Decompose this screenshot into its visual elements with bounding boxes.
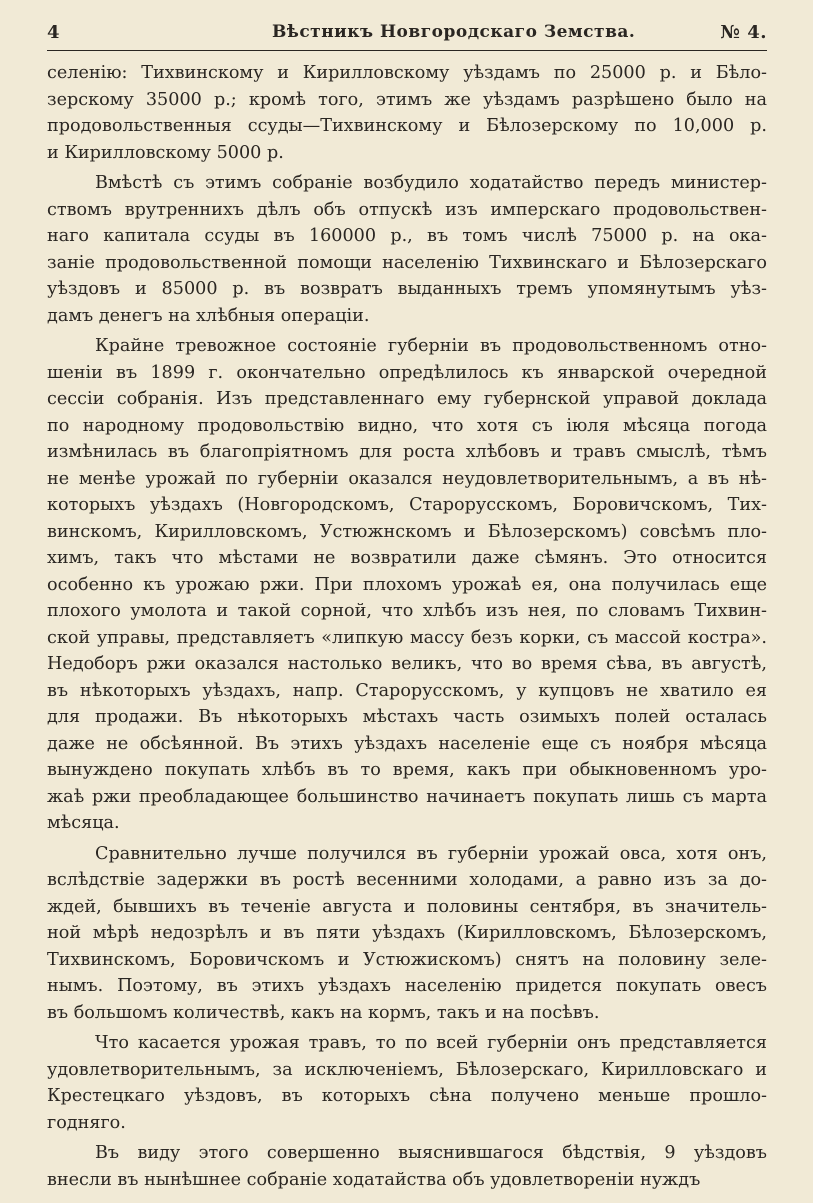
text-line: особенно къ урожаю ржи. При плохомъ урожаѣ ея, она получилась еще (47, 574, 767, 595)
text-line: не менѣе урожай по губерніи оказался неудовлетворительнымъ, а въ нѣ- (47, 468, 767, 489)
issue-number: № 4. (720, 22, 767, 43)
page-header (47, 20, 767, 51)
text-line: плохого умолота и такой сорной, что хлѣбъ изъ нея, по словамъ Тихвин- (47, 601, 767, 621)
text-line: сессіи собранія. Изъ представленнаго ему губернской управой доклада (47, 389, 767, 409)
text-line: даже не обсѣянной. Въ этихъ уѣздахъ населеніе еще съ ноября мѣсяца (47, 733, 767, 754)
text-line: ствомъ врутреннихъ дѣлъ объ отпускѣ изъ имперскаго продовольствен- (47, 199, 767, 220)
text-line: селенію: Тихвинскому и Кирилловскому уѣздамъ по 25000 р. и Бѣло- (47, 63, 767, 83)
text-line: въ большомъ количествѣ, какъ на кормъ, такъ и на посѣвъ. (47, 1002, 600, 1023)
text-line: жаѣ ржи преобладающее большинство начинаетъ покупать лишь съ марта (47, 786, 767, 807)
text-line: Крестецкаго уѣздовъ, въ которыхъ сѣна получено меньше прошло- (47, 1086, 767, 1106)
text-line: Крайне тревожное состояніе губерніи въ продовольственномъ отно- (95, 336, 767, 356)
body-text (47, 60, 767, 1193)
text-line: Что касается урожая травъ, то по всей губерніи онъ представляется (95, 1033, 767, 1053)
text-line: нымъ. Поэтому, въ этихъ уѣздахъ населенію придется покупать овесъ (47, 976, 767, 996)
page-number: 4 (47, 22, 61, 43)
text-line: вынуждено покупать хлѣбъ въ то время, какъ при обыкновенномъ уро- (47, 760, 767, 780)
paragraph (47, 333, 767, 837)
text-line: въ нѣкоторыхъ уѣздахъ, напр. Старорусскомъ, у купцовъ не хватило ея (47, 680, 767, 701)
text-line: Сравнительно лучше получился въ губерніи урожай овса, хотя онъ, (95, 843, 767, 864)
text-line: продовольственныя ссуды—Тихвинскому и Бѣлозерскому по 10,000 р. (47, 116, 767, 136)
text-line: внесли въ нынѣшнее собраніе ходатайства объ удовлетвореніи нуждъ (47, 1169, 701, 1190)
paragraph (47, 60, 767, 166)
text-line: зерскому 35000 р.; кромѣ того, этимъ же уѣздамъ разрѣшено было на (47, 89, 767, 110)
text-line: по народному продовольствію видно, что хотя съ іюля мѣсяца погода (47, 415, 767, 436)
text-line: Тихвинскомъ, Боровичскомъ и Устюжискомъ) снятъ на половину зеле- (47, 949, 767, 970)
text-line: дамъ денегъ на хлѣбныя операціи. (47, 305, 370, 326)
running-title: Вѣстникъ Новгородскаго Земства. (272, 22, 636, 42)
text-line: ской управы, представляетъ «липкую массу безъ корки, съ массой костра». (47, 627, 767, 648)
text-line: наго капитала ссуды въ 160000 р., въ томъ числѣ 75000 р. на ока- (47, 226, 767, 246)
text-line: Недоборъ ржи оказался настолько великъ, что во время сѣва, въ августѣ, (47, 654, 767, 674)
text-line: Въ виду этого совершенно выяснившагося бѣдствія, 9 уѣздовъ (95, 1143, 767, 1163)
text-line: которыхъ уѣздахъ (Новгородскомъ, Старорусскомъ, Боровичскомъ, Тих- (47, 495, 767, 515)
text-line: измѣнилась въ благопріятномъ для роста хлѣбовъ и травъ смыслѣ, тѣмъ (47, 442, 767, 462)
text-line: заніе продовольственной помощи населенію Тихвинскаго и Бѣлозерскаго (47, 252, 767, 273)
text-line: ждей, бывшихъ въ теченіе августа и половины сентября, въ значитель- (47, 896, 767, 917)
paragraph (47, 1140, 767, 1193)
text-line: мѣсяца. (47, 813, 120, 833)
text-line: ной мѣрѣ недозрѣлъ и въ пяти уѣздахъ (Кирилловскомъ, Бѣлозерскомъ, (47, 923, 767, 943)
paragraph (47, 170, 767, 329)
paragraph (47, 841, 767, 1027)
text-line: годняго. (47, 1112, 126, 1133)
text-line: шеніи въ 1899 г. окончательно опредѣлилось къ январской очередной (47, 362, 767, 383)
text-line: винскомъ, Кирилловскомъ, Устюжнскомъ и Бѣлозерскомъ) совсѣмъ пло- (47, 521, 767, 542)
text-line: уѣздовъ и 85000 р. въ возвратъ выданныхъ тремъ упомянутымъ уѣз- (47, 279, 767, 299)
text-line: и Кирилловскому 5000 р. (47, 142, 284, 163)
text-line: Вмѣстѣ съ этимъ собраніе возбудило ходатайство передъ министер- (95, 173, 767, 193)
text-line: для продажи. Въ нѣкоторыхъ мѣстахъ часть озимыхъ полей осталась (47, 707, 767, 727)
text-line: химъ, такъ что мѣстами не возвратили даже сѣмянъ. Это относится (47, 548, 767, 568)
text-line: удовлетворительнымъ, за исключеніемъ, Бѣлозерскаго, Кирилловскаго и (47, 1059, 767, 1080)
paragraph (47, 1030, 767, 1136)
text-line: вслѣдствіе задержки въ ростѣ весенними холодами, а равно изъ за до- (47, 870, 767, 890)
